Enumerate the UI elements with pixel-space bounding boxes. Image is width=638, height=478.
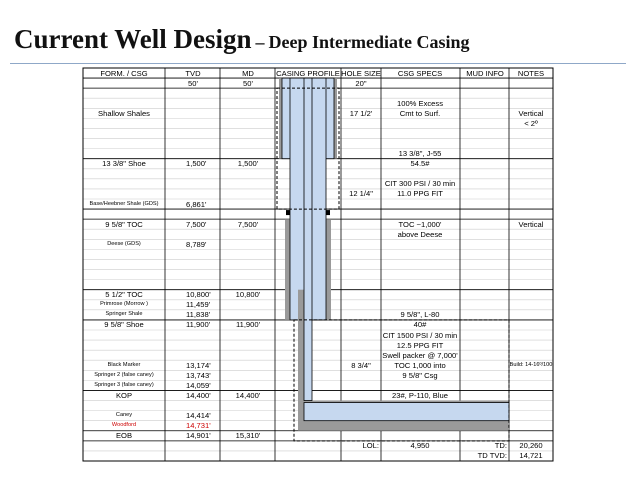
formation-tvd: 14,901' (186, 431, 211, 441)
casing-spec: 9 5/8" Csg (402, 370, 438, 380)
formation-tvd: 10,800' (186, 290, 211, 300)
formation-tvd: 13,174' (186, 360, 211, 370)
column-header: FORM. / CSG (100, 68, 148, 78)
column-header: MD (242, 68, 254, 78)
slide-title-main: Current Well Design (14, 24, 252, 54)
casing-spec: 23#, P-110, Blue (391, 390, 449, 400)
formation-label: 13 3/8" Shoe (102, 159, 146, 169)
formation-tvd: 14,400' (186, 390, 211, 400)
casing-spec: 100% Excess (396, 98, 444, 108)
formation-tvd: 11,459' (186, 300, 211, 310)
swell-packer-right (326, 210, 330, 215)
lol-value: 4,950 (410, 441, 430, 451)
formation-tvd: 1,500' (186, 159, 207, 169)
casing-spec: 13 3/8", J-55 (398, 149, 442, 159)
casing-spec: 11.0 PPG FIT (397, 189, 443, 199)
intermediate-cement-left (285, 219, 290, 320)
formation-label: 9 5/8" TOC (105, 219, 143, 229)
surface-hole-size: 20" (355, 78, 367, 88)
formation-tvd: 14,059' (186, 380, 211, 390)
formation-label: EOB (115, 431, 133, 441)
surface-casing-cement-left (279, 78, 282, 159)
formation-md: 15,310' (235, 431, 261, 441)
surface-tvd: 50' (188, 78, 198, 88)
casing-spec: above Deese (397, 229, 443, 239)
formation-tvd: 11,838' (186, 310, 211, 320)
swell-packer-left (286, 210, 290, 215)
note: Build: 14-16º/100 (509, 361, 553, 368)
formation-md: 10,800' (235, 290, 261, 300)
td-tvd-label: TD TVD: (477, 451, 507, 461)
note: Vertical (518, 219, 544, 229)
formation-label: Primrose (Morrow ) (100, 301, 148, 308)
column-header: MUD INFO (466, 68, 504, 78)
casing-spec: 9 5/8", L-80 (400, 310, 440, 320)
formation-tvd: 14,414' (186, 411, 211, 421)
production-cement-vertical (298, 290, 304, 401)
formation-md: 14,400' (235, 390, 261, 400)
casing-spec: 40# (413, 320, 427, 330)
column-header: CSG SPECS (397, 68, 443, 78)
formation-label: 5 1/2" TOC (105, 290, 143, 300)
formation-label: 9 5/8" Shoe (104, 320, 144, 330)
casing-spec: 54.5# (410, 159, 430, 169)
formation-label: Black Marker (107, 361, 141, 368)
surface-casing-cement-right (334, 78, 337, 159)
hole-size: 8 3/4" (351, 360, 371, 370)
td-label: TD: (494, 441, 507, 451)
casing-spec: Cmt to Surf. (399, 108, 441, 118)
column-header: HOLE SIZE (341, 68, 381, 78)
formation-label: Springer Shale (105, 311, 143, 318)
slide-title-dash: – (255, 32, 265, 52)
formation-tvd: 8,789' (186, 239, 207, 249)
formation-label: Woodford (111, 422, 137, 429)
casing-spec: Swell packer @ 7,000' (382, 350, 458, 360)
casing-spec: CIT 1500 PSI / 30 min (382, 330, 458, 340)
formation-tvd: 6,861' (186, 199, 207, 209)
td-tvd-value: 14,721 (519, 451, 543, 461)
formation-label: Springer 2 (false caney) (94, 371, 154, 378)
casing-spec: TOC 1,000 into (394, 360, 446, 370)
column-header: TVD (185, 68, 201, 78)
formation-label: Shallow Shales (98, 108, 150, 118)
formation-label: Springer 3 (false caney) (94, 381, 154, 388)
formation-tvd: 14,731' (186, 421, 211, 431)
formation-label: Deese (GDS) (107, 240, 141, 247)
slide-title-subtitle: Deep Intermediate Casing (268, 32, 470, 52)
td-value: 20,260 (519, 441, 543, 451)
formation-label: Base/Heebner Shale (GDS) (89, 200, 159, 207)
casing-spec: TOC ~1,000' (398, 219, 442, 229)
casing-spec: CIT 300 PSI / 30 min (384, 179, 456, 189)
formation-tvd: 11,900' (186, 320, 211, 330)
formation-tvd: 7,500' (186, 219, 207, 229)
formation-md: 11,900' (235, 320, 261, 330)
formation-md: 7,500' (237, 219, 259, 229)
hole-size: 12 1/4" (349, 189, 373, 199)
intermediate-cement-right (326, 219, 331, 320)
column-header: NOTES (517, 68, 545, 78)
formation-tvd: 13,743' (186, 370, 211, 380)
formation-label: KOP (115, 390, 133, 400)
casing-spec: 12.5 PPG FIT (396, 340, 444, 350)
note: < 2º (524, 118, 538, 128)
formation-label: Caney (115, 412, 133, 419)
lol-label: LOL: (362, 441, 379, 451)
note: Vertical (518, 108, 544, 118)
production-casing-vertical (304, 78, 312, 400)
surface-md: 50' (243, 78, 253, 88)
hole-size: 17 1/2' (349, 108, 373, 118)
formation-md: 1,500' (237, 159, 259, 169)
production-casing-lateral (304, 403, 509, 421)
column-header: CASING PROFILE (276, 68, 340, 78)
